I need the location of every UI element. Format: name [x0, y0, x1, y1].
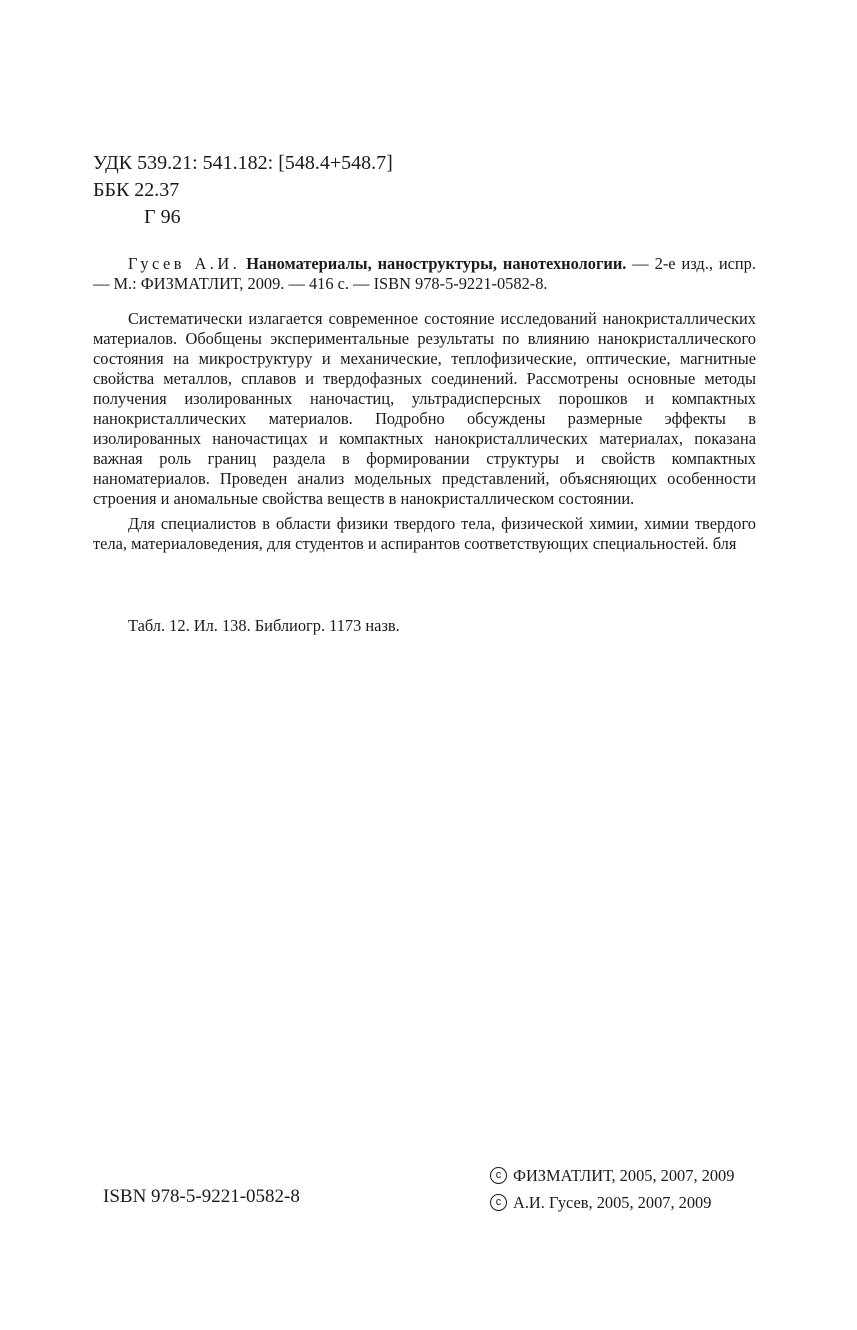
- copyright-publisher: [490, 1162, 734, 1189]
- annotation-paragraph: Систематически излагается современное состояние исследований нанокристаллических материалов. Обобщены экспериментальные результаты по влиянию нанокристаллического состояния на микроструктуру и механические, теплофизические, оптические, магнитные свойства металлов, сплавов и твердофазных соединений. Рассмотрены основные методы получения изолированных наночастиц, ультрадисперсных порошков и компактных нанокристаллических материалов. Подробно обсуждены размерные эффекты в изолированных наночастицах и компактных нанокристаллических материалах, показана важная роль границ раздела в формировании структуры и свойств компактных наноматериалов. Проведен анализ модельных представлений, объясняющих особенности строения и аномальные свойства веществ в нанокристаллическом состоянии.: [93, 309, 756, 508]
- udk-code: УДК 539.21: 541.182: [548.4+548.7]: [93, 152, 393, 174]
- bibliographic-citation: [93, 254, 756, 294]
- author-mark: Г 96: [144, 206, 181, 228]
- citation-details: — 2-е изд., испр. — М.: ФИЗМАТЛИТ, 2009. — 416 с. — ISBN 978-5-9221-0582-8.: [93, 254, 756, 293]
- isbn: ISBN 978-5-9221-0582-8: [103, 1186, 300, 1207]
- copyright-icon: c: [490, 1194, 507, 1211]
- citation-author: Гусев А.И.: [128, 254, 241, 273]
- copyright-author-text: А.И. Гусев, 2005, 2007, 2009: [513, 1193, 712, 1212]
- audience-paragraph: Для специалистов в области физики твердого тела, физической химии, химии твердого тела, материаловедения, для студентов и аспирантов соответствующих специальностей. бля: [93, 514, 756, 553]
- annotation: [93, 309, 756, 554]
- copyright-author: [490, 1189, 734, 1216]
- book-stats: Табл. 12. Ил. 138. Библиогр. 1173 назв.: [128, 616, 400, 635]
- copyright-publisher-text: ФИЗМАТЛИТ, 2005, 2007, 2009: [513, 1166, 735, 1185]
- citation-title: Наноматериалы, наноструктуры, нанотехнологии.: [246, 254, 627, 273]
- copyright-block: [490, 1162, 734, 1216]
- copyright-icon: c: [490, 1167, 507, 1184]
- classification-block: [93, 150, 393, 231]
- bbk-code: ББК 22.37: [93, 179, 180, 201]
